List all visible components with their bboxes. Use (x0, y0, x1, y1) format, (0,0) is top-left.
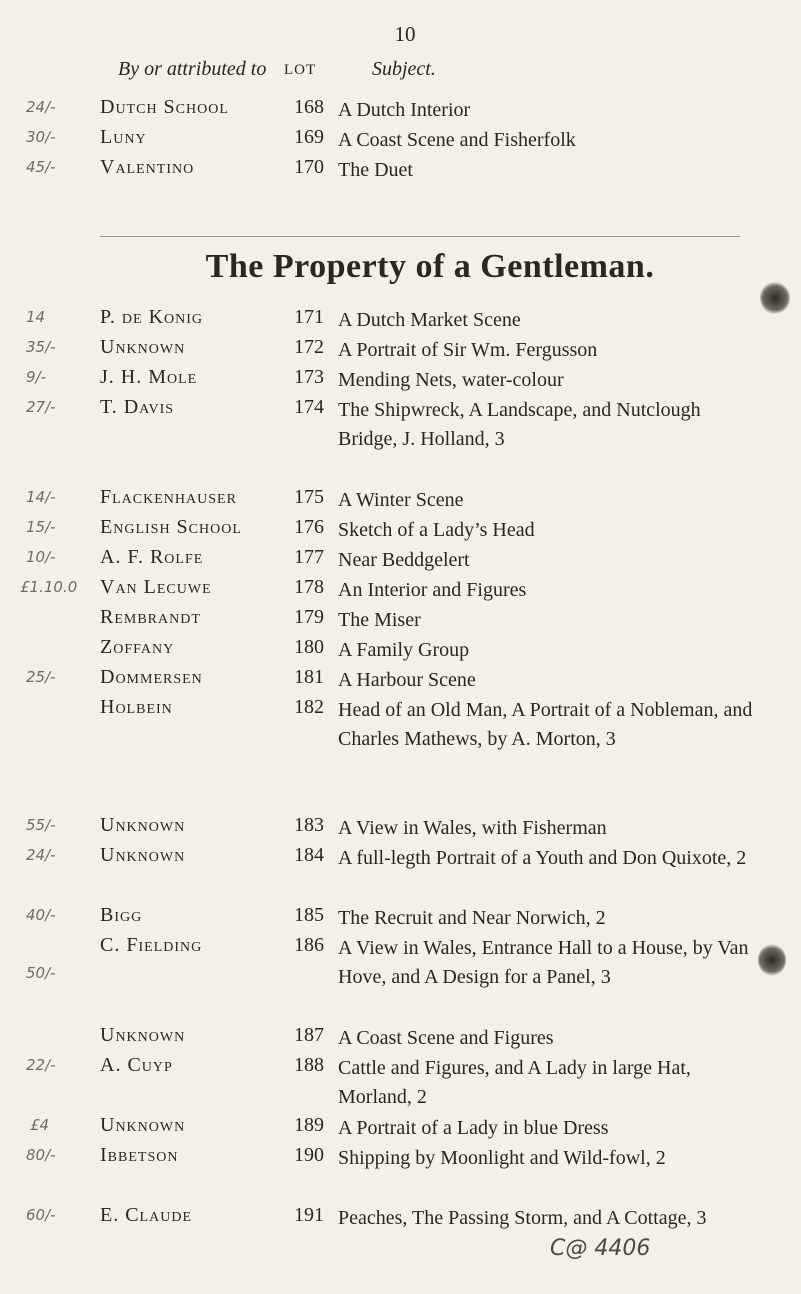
lot-number: 179 (294, 606, 324, 628)
ink-stain (758, 944, 786, 976)
lot-subject: A Coast Scene and Fisherfolk (338, 129, 576, 151)
lot-number: 189 (294, 1114, 324, 1136)
column-header-artist: By or attributed to (118, 58, 267, 80)
margin-price: 80/- (26, 1146, 56, 1164)
margin-price: 25/- (26, 668, 56, 686)
handwritten-tag: C@ 4406 (550, 1236, 651, 1261)
lot-number: 175 (294, 486, 324, 508)
artist-name: Valentino (100, 156, 195, 178)
lot-subject: A Coast Scene and Figures (338, 1027, 554, 1049)
lot-number: 177 (294, 546, 324, 568)
artist-name: A. Cuyp (100, 1054, 173, 1076)
lot-subject: An Interior and Figures (338, 579, 527, 601)
lot-subject: A Dutch Market Scene (338, 309, 521, 331)
lot-subject: Mending Nets, water-colour (338, 369, 564, 391)
artist-name: P. de Konig (100, 306, 204, 328)
lot-number: 174 (294, 396, 324, 418)
margin-price: 15/- (26, 518, 56, 536)
artist-name: J. H. Mole (100, 366, 198, 388)
artist-name: Dutch School (100, 96, 229, 118)
lot-number: 182 (294, 696, 324, 718)
lot-subject: A Family Group (338, 639, 470, 661)
artist-name: Unknown (100, 844, 186, 866)
margin-price: 35/- (26, 338, 56, 356)
lot-subject: Cattle and Figures, and A Lady in large Hat, Morland, 2 (338, 1057, 691, 1108)
lot-number: 184 (294, 844, 324, 866)
lot-subject: A View in Wales, with Fisherman (338, 817, 607, 839)
lot-number: 178 (294, 576, 324, 598)
artist-name: T. Davis (100, 396, 175, 418)
artist-name: Van Lecuwe (100, 576, 212, 598)
margin-price: 10/- (26, 548, 56, 566)
lot-subject: Head of an Old Man, A Portrait of a Nobleman, and Charles Mathews, by A. Morton, 3 (338, 699, 753, 750)
artist-name: Ibbetson (100, 1144, 179, 1166)
artist-name: Bigg (100, 904, 143, 926)
lot-number: 183 (294, 814, 324, 836)
margin-price: 14 (26, 308, 46, 326)
margin-price: 9/- (26, 368, 47, 386)
lot-subject: The Recruit and Near Norwich, 2 (338, 907, 606, 929)
lot-number: 187 (294, 1024, 324, 1046)
lot-number: 173 (294, 366, 324, 388)
section-divider (100, 236, 740, 237)
column-header-subject: Subject. (372, 58, 436, 80)
margin-price: 45/- (26, 158, 56, 176)
margin-price: 40/- (26, 906, 56, 924)
artist-name: Luny (100, 126, 147, 148)
lot-number: 169 (294, 126, 324, 148)
artist-name: E. Claude (100, 1204, 192, 1226)
ink-stain (760, 282, 790, 314)
lot-number: 185 (294, 904, 324, 926)
lot-number: 181 (294, 666, 324, 688)
lot-subject: The Miser (338, 609, 421, 631)
lot-subject: Peaches, The Passing Storm, and A Cottage, 3 (338, 1207, 707, 1229)
lot-number: 191 (294, 1204, 324, 1226)
lot-subject: Near Beddgelert (338, 549, 470, 571)
lot-number: 170 (294, 156, 324, 178)
margin-price: £1.10.0 (20, 578, 78, 596)
page-number: 10 (394, 22, 416, 46)
artist-name: A. F. Rolfe (100, 546, 204, 568)
lot-subject: The Duet (338, 159, 413, 181)
lot-number: 186 (294, 934, 324, 956)
lot-subject: A Portrait of Sir Wm. Fergusson (338, 339, 598, 361)
lot-subject: A Winter Scene (338, 489, 464, 511)
artist-name: Zoffany (100, 636, 175, 658)
lot-number: 190 (294, 1144, 324, 1166)
column-header-lot: LOT (284, 62, 317, 78)
lot-subject: A Dutch Interior (338, 99, 471, 121)
margin-price: 14/- (26, 488, 56, 506)
section-title: The Property of a Gentleman. (205, 248, 655, 285)
artist-name: Flackenhauser (100, 486, 237, 508)
lot-subject: Sketch of a Lady’s Head (338, 519, 535, 541)
lot-number: 180 (294, 636, 324, 658)
margin-price: 50/- (26, 964, 56, 982)
lot-number: 168 (294, 96, 324, 118)
margin-price: 60/- (26, 1206, 56, 1224)
artist-name: C. Fielding (100, 934, 203, 956)
artist-name: Unknown (100, 1114, 186, 1136)
artist-name: Rembrandt (100, 606, 201, 628)
artist-name: Unknown (100, 336, 186, 358)
margin-price: 24/- (26, 846, 56, 864)
margin-price: £4 (30, 1116, 50, 1134)
lot-subject: A Harbour Scene (338, 669, 476, 691)
artist-name: Dommersen (100, 666, 203, 688)
lot-number: 176 (294, 516, 324, 538)
lot-number: 172 (294, 336, 324, 358)
lot-subject: A full-legth Portrait of a Youth and Don Quixote, 2 (338, 847, 747, 869)
lot-subject: The Shipwreck, A Landscape, and Nutclough Bridge, J. Holland, 3 (338, 399, 701, 450)
lot-number: 171 (294, 306, 324, 328)
lot-subject: A Portrait of a Lady in blue Dress (338, 1117, 609, 1139)
artist-name: Unknown (100, 814, 186, 836)
margin-price: 55/- (26, 816, 56, 834)
margin-price: 30/- (26, 128, 56, 146)
margin-price: 24/- (26, 98, 56, 116)
artist-name: Holbein (100, 696, 173, 718)
lot-subject: Shipping by Moonlight and Wild-fowl, 2 (338, 1147, 666, 1169)
margin-price: 27/- (26, 398, 56, 416)
lot-number: 188 (294, 1054, 324, 1076)
artist-name: Unknown (100, 1024, 186, 1046)
lot-subject: A View in Wales, Entrance Hall to a House, by Van Hove, and A Design for a Panel, 3 (338, 937, 749, 988)
margin-price: 22/- (26, 1056, 56, 1074)
artist-name: English School (100, 516, 242, 538)
